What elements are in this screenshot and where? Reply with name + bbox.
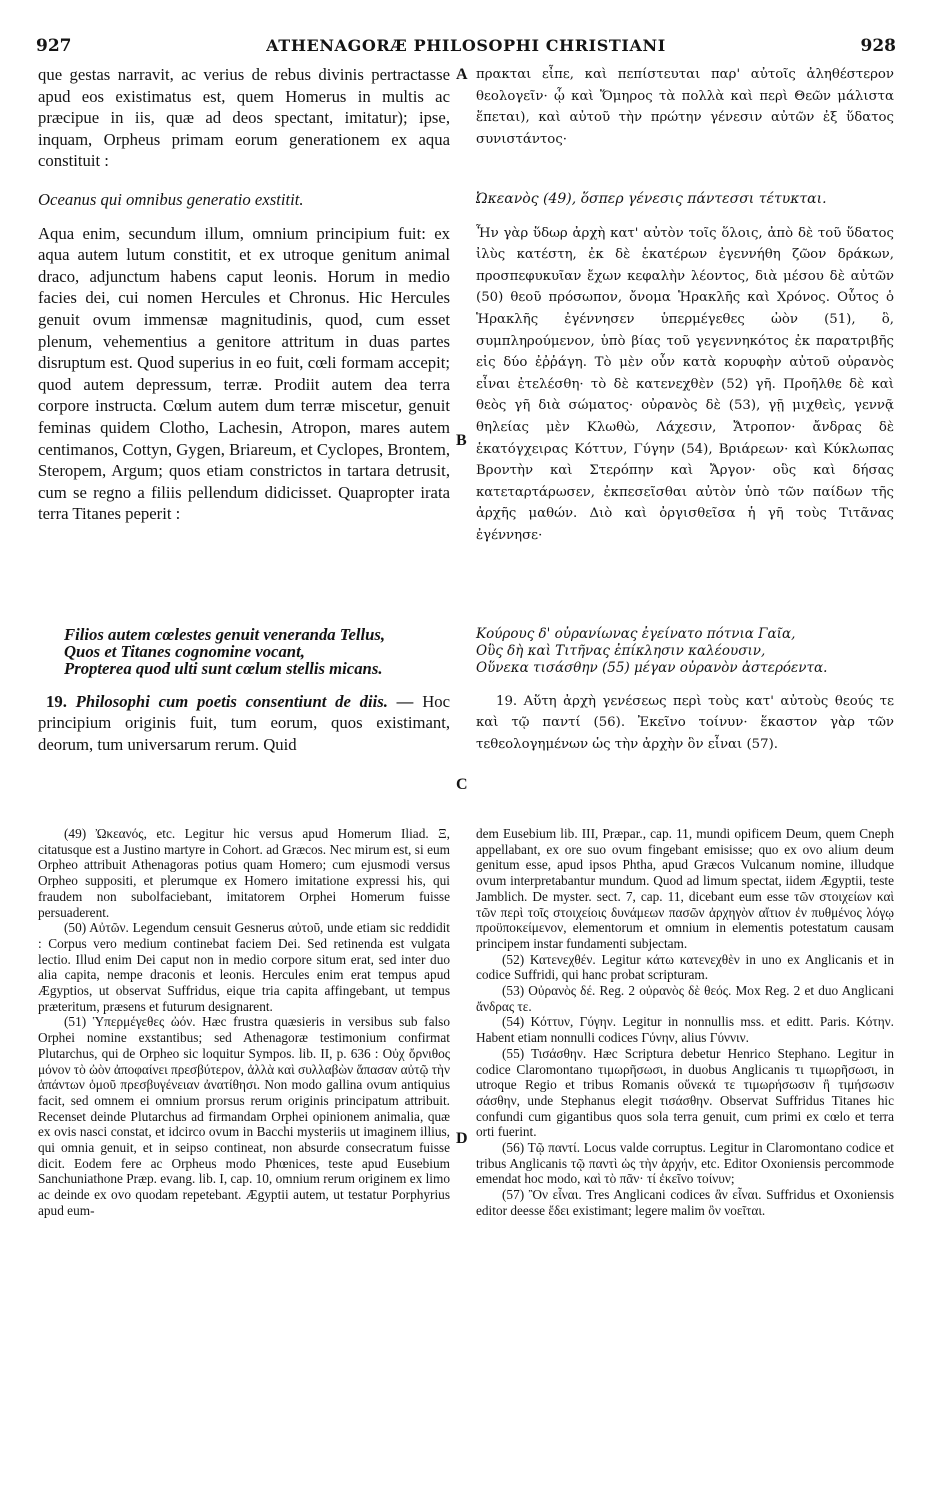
section-heading: Philosophi cum poetis consentiunt de diis. — (75, 691, 414, 711)
greek-verse-line: Κούρους δ' οὐρανίωνας ἐγείνατο πότνια Γαῖα, (476, 625, 796, 642)
section-number: 19. (46, 691, 67, 711)
footnotes-right-column (476, 826, 894, 1219)
page-number-left: 927 (36, 36, 72, 56)
margin-letter-d: D (456, 1130, 468, 1147)
footnote-54: (54) Κόττυν, Γύγην. Legitur in nonnullis mss. et editt. Paris. Κότην. Habent etiam nonnulli codices Γύνην, alius Γύννιν. (476, 1014, 894, 1046)
latin-verse-block (64, 626, 450, 677)
footnote-50: (50) Αὐτῶν. Legendum censuit Gesnerus αὐτοῦ, unde etiam sic reddidit : Corpus vero medium continebat faciem Dei. Sed retinenda est vulgata lectio. Illud enim Dei caput non in medio corpore situm erat, sed inter duo alia capita, nempe draconis et leonis. Hercules enim erat tempus apud Ægyptios, ut observat Suffridus, eique tria capita affingebant, ut tempus præteritum, præsens et futurum designarent. (38, 920, 450, 1014)
greek-verse-block (476, 626, 894, 677)
footnote-57: (57) Ὂν εἶναι. Tres Anglicani codices ἂν εἶναι. Suffridus et Oxoniensis editor deesse ἔδει existimant; legere malim ὂν νοεῖται. (476, 1187, 894, 1218)
footnote-53: (53) Οὐρανὸς δέ. Reg. 2 οὐρανὸς δὲ θεός. Mox Reg. 2 et duo Anglicani ἄνδρας τε. (476, 983, 894, 1014)
greek-verse-line: Οὕνεκα τισάσθην (55) μέγαν οὐρανὸν ἀστερόεντα. (476, 659, 828, 676)
greek-paragraph-3: 19. Αὕτη ἀρχὴ γενέσεως περὶ τοὺς κατ' αὐτοὺς θεούς τε καὶ τῷ παντί (56). Ἐκεῖνο τοίνυν· ἕκαστον γὰρ τῶν τεθεολογημένων ὡς τὴν ἀρχὴν ὃν εἶναι (57). (476, 693, 894, 752)
main-text (38, 64, 894, 800)
greek-paragraph-2: Ἦν γὰρ ὕδωρ ἀρχὴ κατ' αὐτὸν τοῖς ὅλοις, ἀπὸ δὲ τοῦ ὕδατος ἰλὺς κατέστη, ἐκ δὲ ἑκατέρων ἐγεννήθη ζῶον δράκων, προσπεφυκυῖαν ἔχων κεφαλὴν λέοντος, διὰ μέσου δὲ αὐτῶν (50) θεοῦ πρόσωπον, ὄνομα Ἡρακλῆς καὶ Χρόνος. Οὗτος ὁ Ἡρακλῆς ἐγέννησεν ὑπερμέγεθες ὠὸν (51), ὃ, συμπληρούμενον, ὑπὸ βίας τοῦ γεγεννηκότος ἐκ παρατριβῆς εἰς δύο ἐῤῥάγη. Τὸ μὲν οὖν κατὰ κορυφὴν αὐτοῦ οὐρανὸς εἶναι ἐτελέσθη· τὸ δὲ κατενεχθὲν (52) γῆ. Προῆλθε δὲ καὶ θεὸς γῆ διὰ σώματος· οὐρανὸς δὲ (53), γῇ μιχθεὶς, γεννᾷ θηλείας μὲν Κλωθὼ, Λάχεσιν, Ἄτροπον· ἄνδρας δὲ ἑκατόγχειρας Κόττυν, Γύγην (54), Βριάρεων· καὶ Κύκλωπας Βροντὴν καὶ Στερόπην καὶ Ἄργον· οὓς καὶ δήσας κατεταρτάρωσεν, ἐκπεσεῖσθαι αὐτὸν ὑπὸ τῶν παίδων τῆς ἀρχῆς μαθών. Διὸ καὶ ὀργισθεῖσα ἡ γῆ τοὺς Τιτᾶνας ἐγέννησε· (476, 225, 894, 543)
footnote-49: (49) Ὠκεανός, etc. Legitur hic versus apud Homerum Iliad. Ξ, citatusque est a Justino martyre in Cohort. ad Græcos. Nec mirum est, si eum Orpheo attribuit Athenagoras potius quam Homero; cum ejusmodi versus Orpheo suppositi, et plerumque ex Homero imitatione expressi his, qui fraudem non subolfaciebant, imitatorem Orphei Homerum fuisse persuaderent. (38, 826, 450, 920)
latin-column (38, 64, 450, 755)
latin-verse-line: Propterea quod ulti sunt cœlum stellis micans. (64, 658, 383, 678)
latin-paragraph-2: Aqua enim, secundum illum, omnium principium fuit: ex aqua autem lutum constitit, et ex utroque genitum animal draco, adjunctum habens caput leonis. Horum in medio facies dei, cui nomen Hercules et Chronus. Hic Hercules genuit ovum immensæ magnitudinis, quod, cum esset plenum, vehementius a genitore attritum in duas partes disruptum est. Quod superius in eo fuit, cœli formam accepit; quod autem depressum, terræ. Prodiit autem dea terra corpore instructa. Cœlum autem dum terræ miscetur, genuit feminas quidem Clotho, Lachesin, Atropon, mares autem centimanos, Cottyn, Gygen, Briareum, et Cyclopes, Brontem, Steropem, Argum; quos etiam constrictos in tartara detrusit, cum se regno a filiis pellendum didicisset. Quapropter irata terra Titanes peperit : (38, 223, 450, 524)
greek-verse-line: Οὓς δὴ καὶ Τιτῆνας ἐπίκλησιν καλέουσιν, (476, 642, 766, 659)
footnotes (38, 826, 894, 1496)
latin-paragraph-1: que gestas narravit, ac verius de rebus divinis pertractasse apud eos existimatus est, quem Homerus in multis ac præcipue in iis, quæ ad deos spectant, imitatur); ipse, inquam, Orpheus primam eorum generationem ex aqua constituit : (38, 65, 450, 171)
footnote-52: (52) Κατενεχθέν. Legitur κάτω κατενεχθὲν in uno ex Anglicanis et in codice Suffridi, qui hanc probat scripturam. (476, 951, 894, 983)
page-header (36, 36, 896, 60)
footnote-55: (55) Τισάσθην. Hæc Scriptura debetur Henrico Stephano. Legitur in codice Claromontano τιμωρῆσωσι, in duobus Anglicanis τι τιμωρῆσωσι, in utroque Regio et tribus Romanis οὕνεκά τε τιμωρήσωσιν ἢ τιμήσωσιν σάσθην, unde Stephanus elegit τισάσθην. Observat Suffridus Titanes hic confundi cum gigantibus quos sola terra genuit, cum primi ex cœlo et terra orti fuerint. (476, 1045, 894, 1140)
margin-letter-b: B (456, 432, 467, 449)
footnotes-left-column (38, 826, 450, 1219)
footnote-51: (51) Ὑπερμέγεθες ὠόν. Hæc frustra quæsieris in versibus sub falso Orphei nomine exstantibus; sed Athenagoræ testimonium confirmat Plutarchus, qui de Orpheo sic loquitur Sympos. lib. II, p. 636 : Οὐχ ὄρνιθος μόνον τὸ ὠὸν ἀποφαίνει πρεσβύτερον, ἀλλὰ καὶ συλλαβὼν ἅπασαν αὐτῷ τὴν ἁπάντων ὁμοῦ πρεσβυγένειαν ἀνατίθησι. Non modo gallina ovum antiquius facit, sed omnem ei omnium prorsus rerum originis principatum attribuit. Recenset deinde Plutarchus ad firmandam Orphei opinionem animalia, quæ ex ovis nasci constat, et idcirco ovum in Bacchi mysteriis ut imaginem illius, qui omnia genuit, et in seipso contineat, non absurde consecratum fuisse dicit. Eodem fere ac Orpheus modo Phœnices, teste apud Eusebium Sanchuniathone Præp. evang. lib. I, cap. 10, omnium rerum originem ex limo ac deinde ex ovo quodam repetebant. Ægyptii autem, ut testatur Porphyrius apud eum- (38, 1014, 450, 1218)
latin-paragraph-3 (38, 691, 450, 756)
footnote-56: (56) Τῷ παντί. Locus valde corruptus. Legitur in Claromontano codice et tribus Anglicanis τῷ παντὶ ὡς τὴν ἀρχήν, etc. Editor Oxoniensis percommode emendat hoc modo, καὶ τὸ πᾶν· τί ἐκεῖνο τοίνυν; (476, 1140, 894, 1187)
latin-verse-line: Quos et Titanes cognomine vocant, (64, 641, 305, 661)
latin-paragraph-3-text: Hoc principium originis fuit, tum eorum, quos existimant, deorum, tum universarum rerum. Quid (38, 691, 451, 754)
greek-paragraph-1: πρακται εἶπε, καὶ πεπίστευται παρ' αὐτοῖς ἀληθέστερον θεολογεῖν· ᾧ καὶ Ὅμηρος τὰ πολλὰ καὶ περὶ Θεῶν μάλιστα ἕπεται), καὶ αὐτοῦ τὴν πρώτην γένεσιν αὐτῶν ἐξ ὕδατος συνιστάντος· (476, 67, 894, 147)
page-number-right: 928 (860, 36, 896, 56)
greek-column (476, 64, 894, 755)
margin-letter-c: C (456, 776, 468, 793)
margin-letter-a: A (456, 66, 468, 83)
latin-verse-oceanus: Oceanus qui omnibus generatio exstitit. (38, 190, 304, 209)
running-title: ATHENAGORÆ PHILOSOPHI CHRISTIANI (266, 36, 666, 55)
footnote-51-continued: dem Eusebium lib. III, Præpar., cap. 11, mundi opificem Deum, quem Cneph appellabant, ex ore suo ovum fingebant emisisse; quo ex ovo alium deum genitum esse, apud ipsos Phtha, apud Græcos Vulcanum nomine, illudque ovum interpretabantur mundum. Quod ad limum spectat, iidem Ægyptii, teste Jamblich. De myster. sect. 7, cap. 11, dicebant eum esse τῶν στοιχείων καὶ τῶν περὶ τοῖς στοιχείοις δυνάμεων πασῶν ἀρχηγὸν αἴτιον ἐν πυθμένος λόγῳ προϋποκείμενον, elementorum et omnium in elementis potestatum causam principem instar fundamenti subjectam. (476, 826, 894, 951)
latin-verse-line: Filios autem cœlestes genuit veneranda Tellus, (64, 624, 386, 644)
greek-verse-oceanus: Ὠκεανὸς (49), ὅσπερ γένεσις πάντεσσι τέτυκται. (476, 191, 827, 207)
